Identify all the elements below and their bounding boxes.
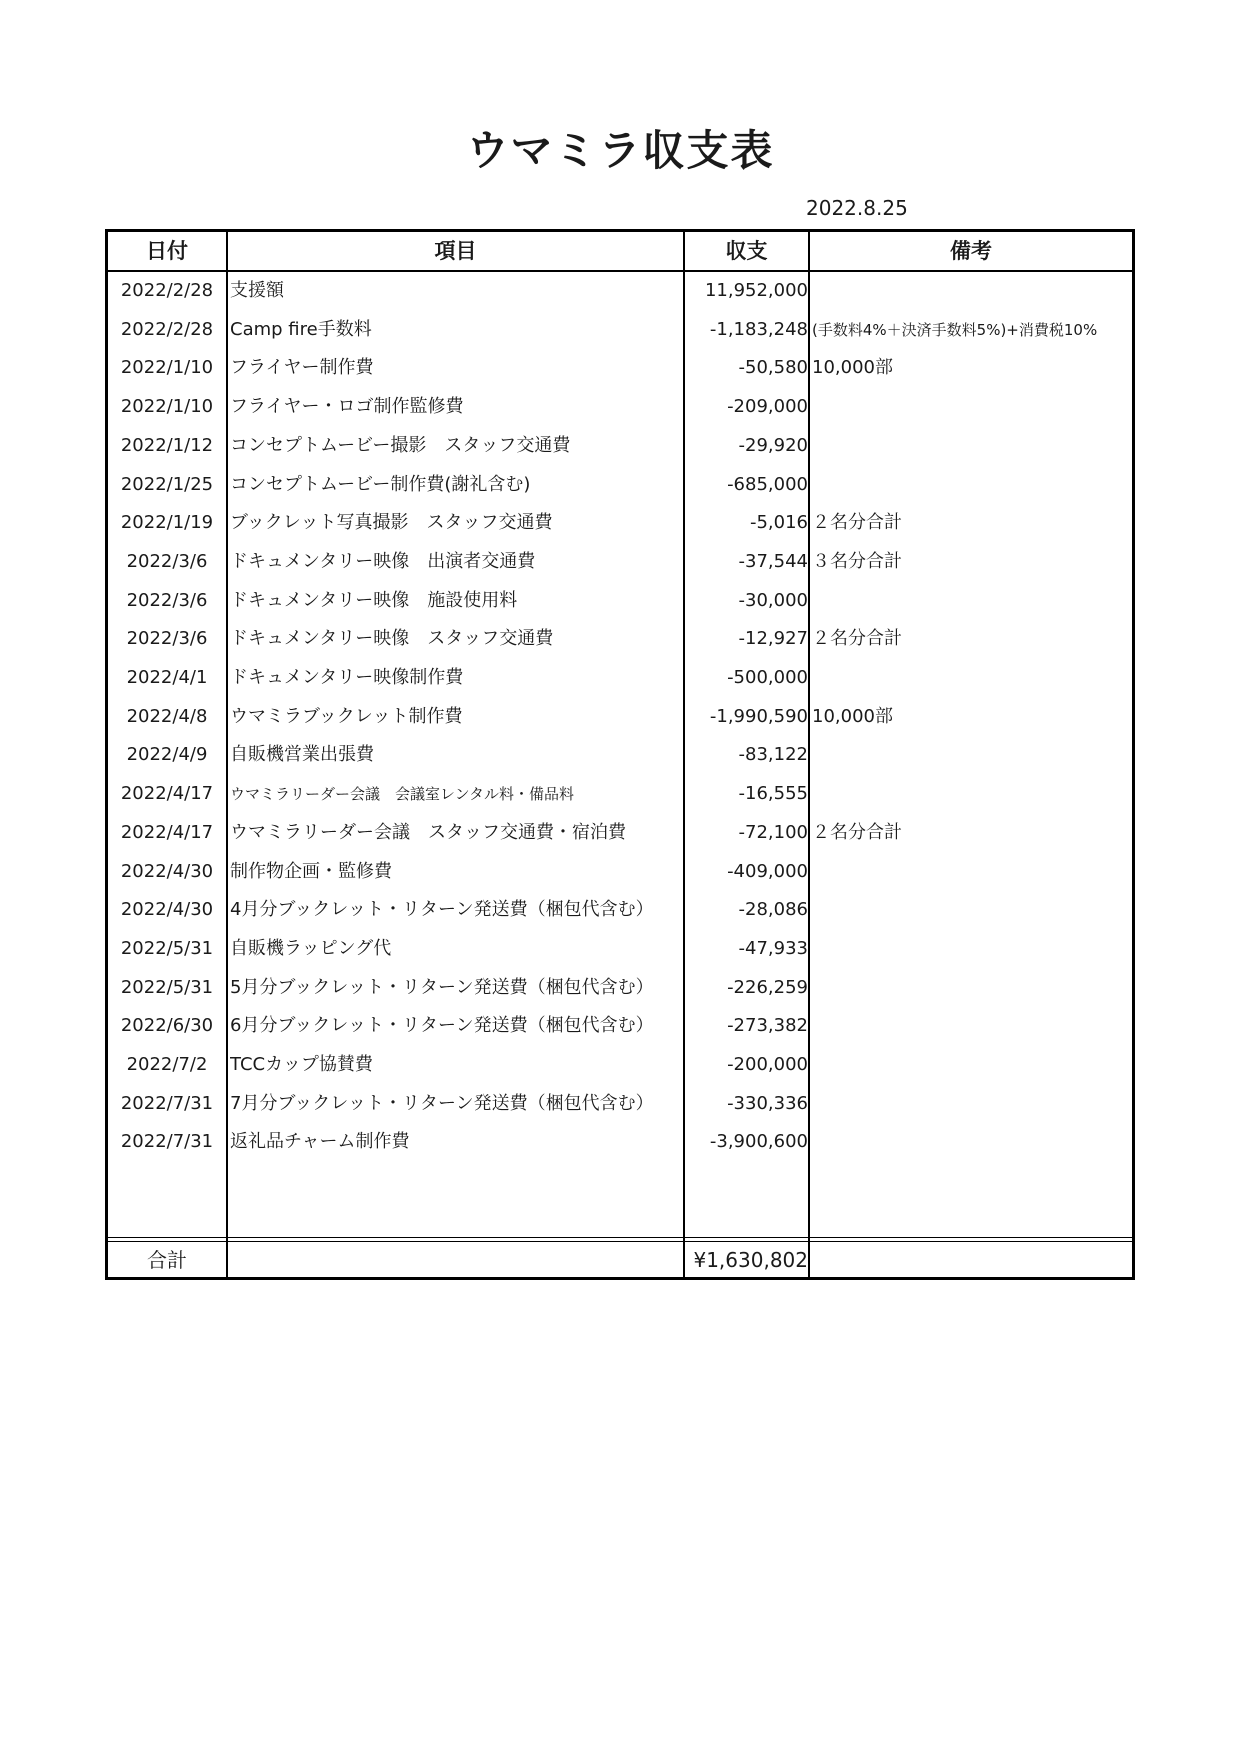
row-date: 2022/5/31: [120, 937, 214, 959]
row-date: 2022/4/1: [126, 667, 208, 688]
table-row: [108, 349, 1132, 388]
table-row: [108, 1123, 1132, 1162]
table-row: [108, 1085, 1132, 1124]
row-date: 2022/6/30: [120, 1015, 214, 1037]
table-row: [108, 659, 1132, 698]
row-item: ドキュメンタリー映像 出演者交通費: [230, 550, 536, 572]
row-amount: -50,580: [738, 357, 808, 379]
table-row: [108, 698, 1132, 737]
table-row: [108, 388, 1132, 427]
row-note: [812, 582, 1132, 621]
row-note: (手数料4%＋決済手数料5%)+消費税10%: [812, 320, 1098, 339]
row-note: [812, 466, 1132, 505]
row-date: 2022/1/10: [120, 396, 214, 418]
table-row: [108, 1007, 1132, 1046]
document-date: 2022.8.25: [806, 196, 908, 220]
row-item: 制作物企画・監修費: [230, 860, 392, 882]
row-note: [812, 930, 1132, 969]
table-row: [108, 930, 1132, 969]
row-amount: -330,336: [727, 1092, 808, 1114]
row-amount: -500,000: [727, 667, 808, 688]
row-date: 2022/5/31: [120, 976, 214, 998]
row-date: 2022/1/25: [120, 473, 214, 495]
row-date: 2022/2/28: [120, 280, 214, 301]
row-amount: -28,086: [738, 899, 808, 921]
row-date: 2022/4/30: [120, 899, 214, 921]
row-amount: -1,990,590: [709, 705, 808, 727]
table-row: [108, 1046, 1132, 1085]
table-row: [108, 582, 1132, 621]
row-note: 10,000部: [812, 357, 893, 379]
row-note: [812, 736, 1132, 775]
header-item: 項目: [434, 239, 477, 263]
row-item: ブックレット写真撮影 スタッフ交通費: [230, 512, 553, 534]
row-note: [812, 1046, 1132, 1085]
total-label: 合計: [147, 1248, 187, 1272]
total-amount: ¥1,630,802: [693, 1248, 808, 1272]
table-row: [108, 272, 1132, 311]
row-amount: -47,933: [738, 937, 808, 959]
row-note: [812, 1085, 1132, 1124]
table-row: [108, 311, 1132, 350]
header-note: 備考: [950, 239, 992, 263]
row-amount: -226,259: [727, 976, 808, 998]
row-note: 10,000部: [812, 705, 893, 727]
row-date: 2022/7/2: [126, 1054, 208, 1075]
row-amount: -37,544: [738, 550, 808, 572]
row-note: [812, 272, 1132, 311]
table-row: [108, 504, 1132, 543]
page-title: ウマミラ収支表: [466, 126, 775, 175]
row-note: ２名分合計: [812, 512, 902, 534]
row-date: 2022/7/31: [120, 1092, 214, 1114]
row-amount: -1,183,248: [709, 318, 808, 340]
total-row: [108, 1240, 1132, 1280]
row-date: 2022/4/30: [120, 860, 214, 882]
row-amount: -83,122: [738, 744, 808, 766]
table-row: [108, 853, 1132, 892]
row-date: 2022/2/28: [120, 318, 214, 340]
row-amount: -16,555: [738, 783, 808, 805]
row-amount: -273,382: [727, 1015, 808, 1037]
row-date: 2022/4/17: [120, 783, 214, 805]
row-note: [812, 1123, 1132, 1162]
row-note: [812, 388, 1132, 427]
row-amount: -3,900,600: [709, 1131, 808, 1153]
row-note: [812, 1007, 1132, 1046]
row-item: ウマミラリーダー会議 スタッフ交通費・宿泊費: [230, 821, 626, 843]
table-row: [108, 969, 1132, 1008]
row-note: [812, 427, 1132, 466]
table-row: [108, 891, 1132, 930]
table-row: [108, 736, 1132, 775]
row-date: 2022/3/6: [126, 550, 208, 572]
row-note: ２名分合計: [812, 628, 902, 650]
row-item: 自販機ラッピング代: [230, 937, 392, 959]
row-item: フライヤー制作費: [230, 357, 374, 379]
row-note: [812, 969, 1132, 1008]
row-item: 5月分ブックレット・リターン発送費（梱包代含む）: [230, 976, 654, 998]
row-note: ３名分合計: [812, 550, 902, 572]
ledger-table: [105, 229, 1135, 1280]
row-note: [812, 659, 1132, 698]
row-note: ２名分合計: [812, 821, 902, 843]
row-item: 7月分ブックレット・リターン発送費（梱包代含む）: [230, 1092, 654, 1114]
row-item: コンセプトムービー制作費(謝礼含む): [230, 473, 531, 495]
table-row: [108, 466, 1132, 505]
row-date: 2022/1/12: [120, 434, 214, 456]
row-amount: -30,000: [738, 589, 808, 611]
table-row: [108, 543, 1132, 582]
row-item: フライヤー・ロゴ制作監修費: [230, 396, 464, 418]
header-amount: 収支: [725, 239, 768, 263]
row-date: 2022/1/19: [120, 512, 214, 534]
row-amount: -29,920: [738, 434, 808, 456]
row-amount: -5,016: [749, 512, 808, 534]
row-amount: -12,927: [738, 628, 808, 650]
row-item: ウマミラリーダー会議 会議室レンタル料・備品料: [230, 785, 575, 804]
row-item: コンセプトムービー撮影 スタッフ交通費: [230, 434, 571, 456]
row-item: Camp fire手数料: [230, 318, 372, 340]
row-note: [812, 891, 1132, 930]
row-item: 6月分ブックレット・リターン発送費（梱包代含む）: [230, 1015, 654, 1037]
table-row: [108, 620, 1132, 659]
table-row: [108, 814, 1132, 853]
row-date: 2022/4/8: [126, 705, 208, 727]
row-amount: -209,000: [727, 396, 808, 418]
row-date: 2022/4/9: [126, 744, 208, 766]
row-note: [812, 853, 1132, 892]
row-item: ドキュメンタリー映像 スタッフ交通費: [230, 628, 554, 650]
row-item: ドキュメンタリー映像制作費: [230, 667, 464, 688]
row-date: 2022/3/6: [126, 589, 208, 611]
row-amount: -409,000: [727, 860, 808, 882]
row-amount: -72,100: [738, 821, 808, 843]
row-date: 2022/7/31: [120, 1131, 214, 1153]
row-item: 4月分ブックレット・リターン発送費（梱包代含む）: [230, 899, 654, 921]
table-row: [108, 775, 1132, 814]
table-row: [108, 427, 1132, 466]
row-item: ウマミラブックレット制作費: [230, 705, 463, 727]
row-item: 自販機営業出張費: [230, 744, 374, 766]
header-date: 日付: [146, 239, 188, 263]
row-date: 2022/3/6: [126, 628, 208, 650]
row-amount: 11,952,000: [704, 280, 808, 301]
row-amount: -200,000: [727, 1054, 808, 1075]
row-note: [812, 775, 1132, 814]
row-item: 返礼品チャーム制作費: [230, 1131, 410, 1153]
row-item: TCCカップ協賛費: [230, 1054, 373, 1075]
row-item: ドキュメンタリー映像 施設使用料: [230, 589, 518, 611]
row-item: 支援額: [230, 280, 284, 301]
row-date: 2022/1/10: [120, 357, 214, 379]
row-amount: -685,000: [727, 473, 808, 495]
row-date: 2022/4/17: [120, 821, 214, 843]
